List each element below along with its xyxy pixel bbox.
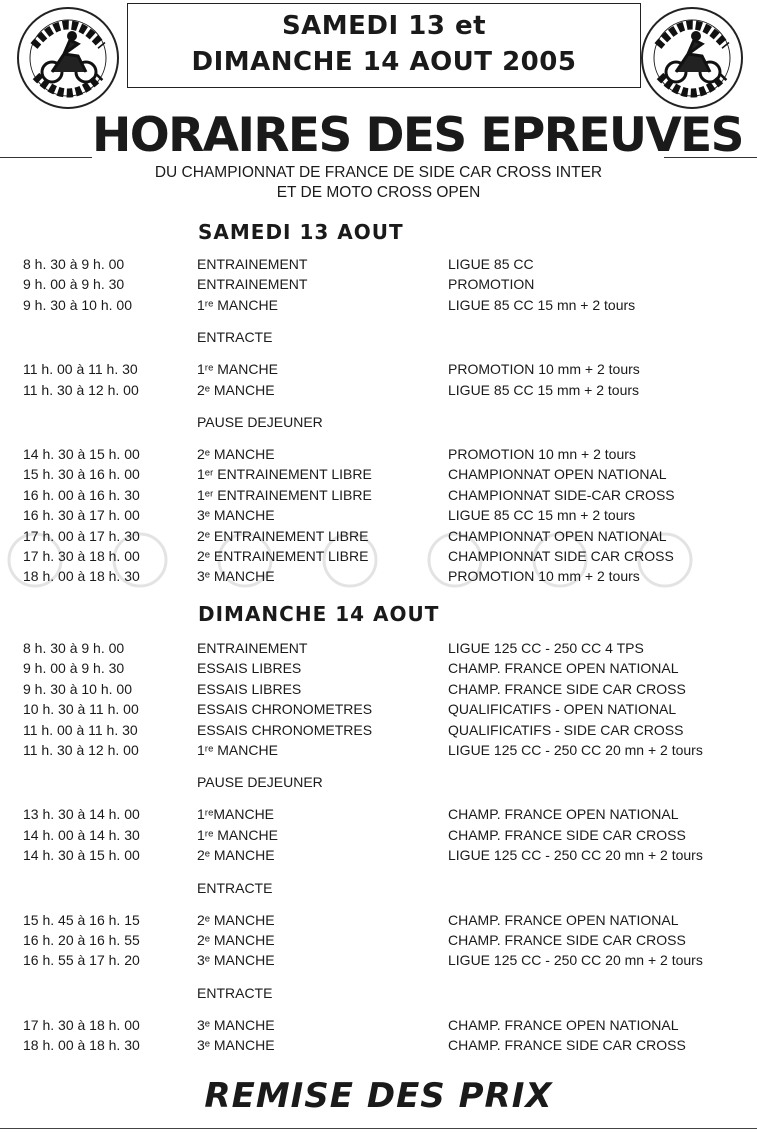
schedule-event: 1ʳᵉ MANCHE	[197, 361, 278, 378]
schedule-time: 16 h. 20 à 16 h. 55	[23, 932, 140, 948]
schedule-row	[0, 721, 757, 739]
schedule-category: LIGUE 85 CC 15 mn + 2 tours	[448, 296, 636, 313]
schedule-separator: PAUSE DEJEUNER	[197, 774, 323, 791]
schedule-row	[0, 931, 757, 949]
schedule-row	[0, 741, 757, 759]
schedule-row	[0, 951, 757, 969]
schedule-event: 1ʳᵉ MANCHE	[197, 742, 278, 758]
sunday-heading: DIMANCHE 14 AOUT	[198, 602, 440, 626]
date-header-box	[127, 3, 641, 88]
schedule-separator: ENTRACTE	[197, 329, 273, 346]
schedule-event: 1ʳᵉ MANCHE	[197, 296, 278, 313]
schedule-time: 17 h. 30 à 18 h. 00	[23, 1016, 140, 1033]
moto-club-logo-left	[12, 6, 124, 110]
schedule-event: ENTRAINEMENT	[197, 276, 308, 293]
schedule-row	[0, 805, 757, 823]
schedule-category: LIGUE 125 CC - 250 CC 20 mn + 2 tours	[448, 952, 703, 969]
bottom-rule	[0, 1128, 757, 1129]
schedule-category: LIGUE 85 CC	[448, 256, 534, 272]
schedule-event: 1ᵉʳ ENTRAINEMENT LIBRE	[197, 466, 372, 483]
title-rule-left	[0, 157, 92, 158]
schedule-row	[0, 360, 757, 378]
schedule-time: 17 h. 30 à 18 h. 00	[23, 548, 140, 564]
schedule-event: 2ᵉ MANCHE	[197, 381, 275, 398]
schedule-category: CHAMPIONNAT OPEN NATIONAL	[448, 527, 667, 544]
schedule-row	[0, 486, 757, 504]
schedule-category: CHAMP. FRANCE OPEN NATIONAL	[448, 911, 679, 928]
schedule-row	[0, 1036, 757, 1054]
schedule-time: 18 h. 00 à 18 h. 30	[23, 1037, 140, 1054]
schedule-event: 1ᵉʳ ENTRAINEMENT LIBRE	[197, 486, 372, 503]
schedule-category: PROMOTION 10 mm + 2 tours	[448, 568, 640, 585]
schedule-category: LIGUE 125 CC - 250 CC 20 mn + 2 tours	[448, 847, 703, 864]
schedule-time: 8 h. 30 à 9 h. 00	[23, 256, 125, 272]
schedule-row	[0, 639, 757, 657]
schedule-category: LIGUE 125 CC - 250 CC 20 mn + 2 tours	[448, 742, 703, 758]
schedule-separator: ENTRACTE	[197, 879, 273, 896]
subtitle-line-2: ET DE MOTO CROSS OPEN	[276, 184, 481, 201]
schedule-row	[0, 846, 757, 864]
schedule-row	[0, 465, 757, 483]
schedule-category: CHAMPIONNAT OPEN NATIONAL	[448, 466, 667, 483]
schedule-row	[0, 911, 757, 929]
schedule-event: 1ʳᵉMANCHE	[197, 806, 275, 823]
schedule-event: 2ᵉ ENTRAINEMENT LIBRE	[197, 548, 369, 564]
schedule-category: QUALIFICATIFS - SIDE CAR CROSS	[448, 721, 684, 738]
schedule-row	[0, 567, 757, 585]
schedule-row	[0, 700, 757, 718]
schedule-event: 1ʳᵉ MANCHE	[197, 826, 278, 843]
schedule-event: 3ᵉ MANCHE	[197, 952, 275, 969]
schedule-row	[0, 445, 757, 463]
schedule-category: LIGUE 85 CC 15 mm + 2 tours	[448, 381, 640, 398]
prize-ceremony-title: REMISE DES PRIX	[204, 1076, 553, 1116]
schedule-time: 11 h. 30 à 12 h. 00	[23, 742, 139, 758]
schedule-event: 3ᵉ MANCHE	[197, 1016, 275, 1033]
schedule-category: PROMOTION 10 mm + 2 tours	[448, 361, 640, 378]
schedule-row	[0, 381, 757, 399]
schedule-separator: ENTRACTE	[197, 984, 273, 1001]
schedule-time: 11 h. 00 à 11 h. 30	[23, 721, 138, 738]
schedule-row	[0, 296, 757, 314]
schedule-time: 11 h. 30 à 12 h. 00	[23, 381, 139, 398]
schedule-event: 2ᵉ ENTRAINEMENT LIBRE	[197, 527, 369, 544]
subtitle-line-1: DU CHAMPIONNAT DE FRANCE DE SIDE CAR CROSS INTER	[154, 164, 603, 181]
schedule-row	[0, 527, 757, 545]
schedule-category: CHAMP. FRANCE SIDE CAR CROSS	[448, 826, 686, 843]
schedule-row	[0, 275, 757, 293]
schedule-time: 15 h. 45 à 16 h. 15	[23, 911, 140, 928]
schedule-row	[0, 1016, 757, 1034]
schedule-time: 17 h. 00 à 17 h. 30	[23, 527, 140, 544]
schedule-category: CHAMP. FRANCE OPEN NATIONAL	[448, 806, 679, 823]
title-rule-right	[664, 157, 757, 158]
schedule-row	[0, 255, 757, 273]
schedule-row	[0, 680, 757, 698]
schedule-category: CHAMP. FRANCE OPEN NATIONAL	[448, 1016, 679, 1033]
schedule-time: 10 h. 30 à 11 h. 00	[23, 701, 139, 718]
schedule-time: 9 h. 00 à 9 h. 30	[23, 276, 125, 293]
schedule-time: 11 h. 00 à 11 h. 30	[23, 361, 138, 378]
header-line-2: DIMANCHE 14 AOUT 2005	[191, 47, 577, 77]
schedule-category: CHAMPIONNAT SIDE CAR CROSS	[448, 548, 674, 564]
schedule-event: 2ᵉ MANCHE	[197, 847, 275, 864]
saturday-heading: SAMEDI 13 AOUT	[198, 220, 404, 244]
schedule-category: PROMOTION	[448, 276, 535, 293]
schedule-event: ESSAIS LIBRES	[197, 660, 302, 677]
schedule-time: 16 h. 30 à 17 h. 00	[23, 507, 140, 524]
schedule-category: LIGUE 85 CC 15 mn + 2 tours	[448, 507, 636, 524]
schedule-category: CHAMP. FRANCE SIDE CAR CROSS	[448, 1037, 686, 1054]
schedule-category: CHAMP. FRANCE SIDE CAR CROSS	[448, 680, 686, 697]
schedule-event: ENTRAINEMENT	[197, 640, 308, 656]
schedule-event: ESSAIS LIBRES	[197, 680, 302, 697]
schedule-event: 2ᵉ MANCHE	[197, 932, 275, 948]
schedule-time: 18 h. 00 à 18 h. 30	[23, 568, 140, 585]
schedule-category: CHAMP. FRANCE SIDE CAR CROSS	[448, 932, 686, 948]
schedule-time: 14 h. 00 à 14 h. 30	[23, 826, 140, 843]
schedule-event: ESSAIS CHRONOMETRES	[197, 701, 373, 718]
schedule-category: CHAMP. FRANCE OPEN NATIONAL	[448, 660, 679, 677]
schedule-time: 16 h. 00 à 16 h. 30	[23, 486, 140, 503]
schedule-time: 16 h. 55 à 17 h. 20	[23, 952, 140, 969]
schedule-category: CHAMPIONNAT SIDE-CAR CROSS	[448, 486, 675, 503]
schedule-row	[0, 547, 757, 565]
header-line-1: SAMEDI 13 et	[281, 11, 487, 41]
schedule-event: 3ᵉ MANCHE	[197, 1037, 275, 1054]
schedule-time: 15 h. 30 à 16 h. 00	[23, 466, 140, 483]
schedule-separator: PAUSE DEJEUNER	[197, 414, 323, 430]
schedule-time: 14 h. 30 à 15 h. 00	[23, 847, 140, 864]
schedule-event: ESSAIS CHRONOMETRES	[197, 721, 373, 738]
schedule-row	[0, 826, 757, 844]
schedule-event: 3ᵉ MANCHE	[197, 568, 275, 585]
moto-club-logo-right	[636, 6, 748, 110]
schedule-time: 8 h. 30 à 9 h. 00	[23, 640, 125, 656]
schedule-category: LIGUE 125 CC - 250 CC 4 TPS	[448, 640, 644, 656]
schedule-time: 14 h. 30 à 15 h. 00	[23, 446, 140, 462]
schedule-category: PROMOTION 10 mn + 2 tours	[448, 446, 636, 462]
schedule-event: 2ᵉ MANCHE	[197, 911, 275, 928]
page-title: HORAIRES DES EPREUVES	[92, 108, 743, 163]
schedule-time: 9 h. 30 à 10 h. 00	[23, 680, 132, 697]
schedule-event: ENTRAINEMENT	[197, 256, 308, 272]
schedule-row	[0, 506, 757, 524]
schedule-time: 9 h. 30 à 10 h. 00	[23, 296, 132, 313]
schedule-time: 13 h. 30 à 14 h. 00	[23, 806, 140, 823]
schedule-time: 9 h. 00 à 9 h. 30	[23, 660, 125, 677]
schedule-event: 3ᵉ MANCHE	[197, 507, 275, 524]
schedule-row	[0, 659, 757, 677]
schedule-category: QUALIFICATIFS - OPEN NATIONAL	[448, 701, 677, 718]
schedule-event: 2ᵉ MANCHE	[197, 446, 275, 462]
